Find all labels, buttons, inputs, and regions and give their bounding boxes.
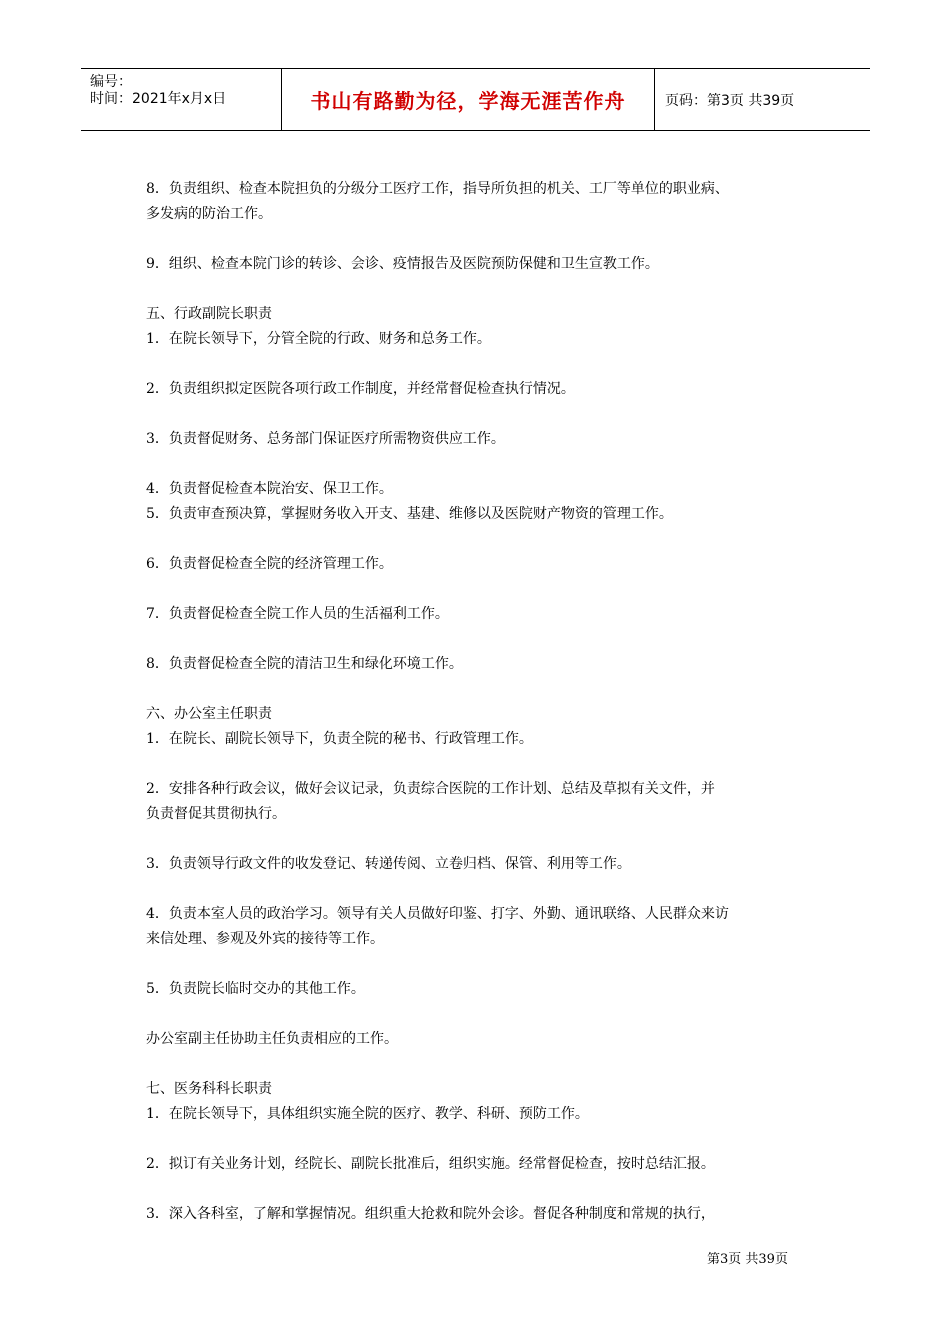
paragraph-gap <box>146 1002 814 1027</box>
document-header <box>81 68 870 131</box>
header-page-label: 页码：第3页 共39页 <box>665 92 795 109</box>
paragraph-gap <box>146 952 814 977</box>
body-text-line: 5．负责院长临时交办的其他工作。 <box>146 981 365 997</box>
body-text-line: 6．负责督促检查全院的经济管理工作。 <box>146 556 393 572</box>
body-text-line: 5．负责审查预决算，掌握财务收入开支、基建、维修以及医院财产物资的管理工作。 <box>146 506 673 522</box>
paragraph-gap <box>146 752 814 777</box>
body-text-line: 4．负责督促检查本院治安、保卫工作。 <box>146 481 393 497</box>
body-text-line: 1．在院长、副院长领导下，负责全院的秘书、行政管理工作。 <box>146 731 533 747</box>
paragraph-gap <box>146 1052 814 1077</box>
paragraph-gap <box>146 527 814 552</box>
body-text-line: 负责督促其贯彻执行。 <box>146 806 286 822</box>
paragraph-gap <box>146 277 814 302</box>
paragraph-gap <box>146 402 814 427</box>
paragraph-gap <box>146 627 814 652</box>
body-text-line: 2．负责组织拟定医院各项行政工作制度，并经常督促检查执行情况。 <box>146 381 575 397</box>
body-text-line: 六、办公室主任职责 <box>146 706 272 722</box>
body-text-line: 3．负责督促财务、总务部门保证医疗所需物资供应工作。 <box>146 431 505 447</box>
footer-page-number: 第3页 共39页 <box>707 1252 788 1267</box>
body-text-line: 8．负责组织、检查本院担负的分级分工医疗工作，指导所负担的机关、工厂等单位的职业病、 <box>146 181 729 197</box>
body-text-line: 1．在院长领导下，分管全院的行政、财务和总务工作。 <box>146 331 491 347</box>
body-text-line: 2．拟订有关业务计划，经院长、副院长批准后，组织实施。经常督促检查，按时总结汇报。 <box>146 1156 715 1172</box>
paragraph-gap <box>146 452 814 477</box>
paragraph-gap <box>146 227 814 252</box>
body-text-line: 7．负责督促检查全院工作人员的生活福利工作。 <box>146 606 449 622</box>
motto-text: 书山有路勤为径，学海无涯苦作舟 <box>282 69 655 130</box>
body-text-line: 8．负责督促检查全院的清洁卫生和绿化环境工作。 <box>146 656 463 672</box>
body-text-line: 1．在院长领导下，具体组织实施全院的医疗、教学、科研、预防工作。 <box>146 1106 589 1122</box>
body-text-line: 4．负责本室人员的政治学习。领导有关人员做好印鉴、打字、外勤、通讯联络、人民群众来访 <box>146 906 729 922</box>
paragraph-gap <box>146 877 814 902</box>
paragraph-gap <box>146 1127 814 1152</box>
paragraph-gap <box>146 1177 814 1202</box>
body-text-line: 多发病的防治工作。 <box>146 206 272 222</box>
body-text-line: 2．安排各种行政会议，做好会议记录，负责综合医院的工作计划、总结及草拟有关文件，并 <box>146 781 715 797</box>
time-label: 时间：2021年x月x日 <box>90 91 227 107</box>
body-text-line: 来信处理、参观及外宾的接待等工作。 <box>146 931 384 947</box>
paragraph-gap <box>146 677 814 702</box>
body-text-line: 五、行政副院长职责 <box>146 306 272 322</box>
body-text-line: 3．负责领导行政文件的收发登记、转递传阅、立卷归档、保管、利用等工作。 <box>146 856 631 872</box>
header-info-cell <box>81 69 282 130</box>
document-body <box>146 177 814 1227</box>
body-text-line: 七、医务科科长职责 <box>146 1081 272 1097</box>
body-text-line: 办公室副主任协助主任负责相应的工作。 <box>146 1031 398 1047</box>
paragraph-gap <box>146 827 814 852</box>
number-label: 编号： <box>90 74 132 90</box>
paragraph-gap <box>146 577 814 602</box>
body-text-line: 3．深入各科室，了解和掌握情况。组织重大抢救和院外会诊。督促各种制度和常规的执行， <box>146 1206 715 1222</box>
paragraph-gap <box>146 352 814 377</box>
body-text-line: 9．组织、检查本院门诊的转诊、会诊、疫情报告及医院预防保健和卫生宣教工作。 <box>146 256 659 272</box>
